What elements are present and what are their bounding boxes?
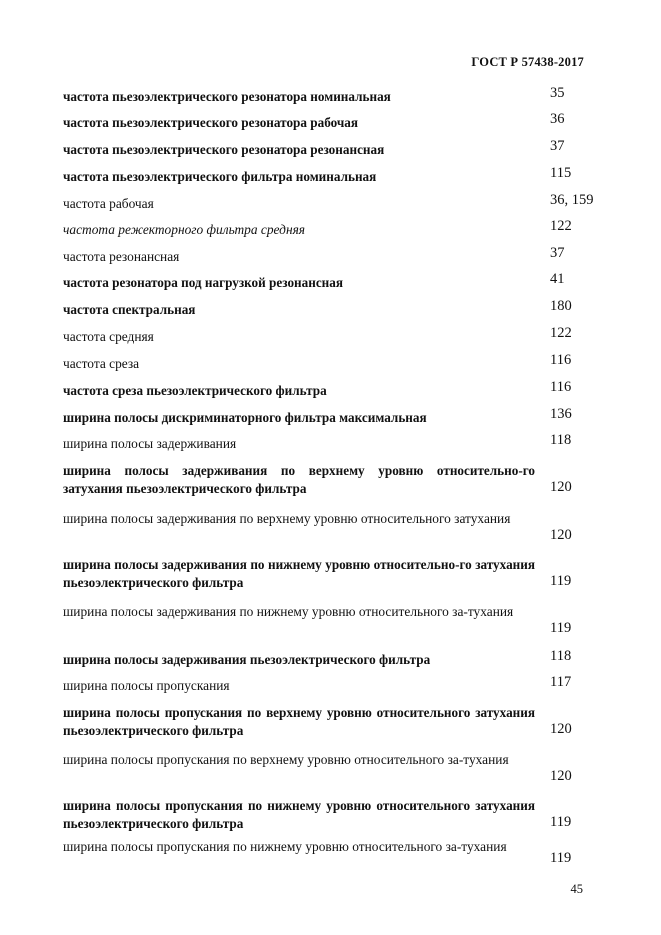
index-page-ref: 120: [550, 768, 572, 784]
index-term: ширина полосы задерживания по верхнему уровню относительного затухания: [63, 511, 511, 526]
index-page-ref: 37: [550, 138, 565, 154]
index-page-ref: 180: [550, 298, 572, 314]
index-term: частота среза: [63, 356, 140, 371]
index-term: ширина полосы пропускания по нижнему уровню относительного затухания пьезоэлектрического фильтра: [63, 798, 535, 831]
index-page-ref: 119: [550, 573, 572, 589]
document-header: ГОСТ Р 57438-2017: [471, 55, 584, 69]
index-page-ref: 116: [550, 352, 572, 368]
index-term: ширина полосы пропускания: [63, 678, 230, 693]
index-page-ref: 122: [550, 325, 572, 341]
page-number: 45: [570, 882, 583, 896]
index-page-ref: 118: [550, 432, 572, 448]
index-page-ref: 119: [550, 850, 572, 866]
index-term: частота спектральная: [63, 302, 196, 317]
index-page-ref: 119: [550, 814, 572, 830]
index-page-ref: 120: [550, 527, 572, 543]
index-page-ref: 120: [550, 721, 572, 737]
index-term: ширина полосы пропускания по верхнему уровню относительного за-тухания: [63, 752, 509, 767]
index-term: ширина полосы пропускания по верхнему уровню относительного затухания пьезоэлектрического фильтра: [63, 705, 535, 738]
index-term: частота пьезоэлектрического резонатора резонансная: [63, 142, 385, 157]
index-page-ref: 136: [550, 406, 572, 422]
index-term: ширина полосы задерживания по нижнему уровню относительного за-тухания: [63, 604, 514, 619]
index-term: частота пьезоэлектрического резонатора номинальная: [63, 89, 391, 104]
index-page-ref: 37: [550, 245, 565, 261]
index-term: частота режекторного фильтра средняя: [63, 222, 306, 237]
index-term: частота резонатора под нагрузкой резонансная: [63, 275, 344, 290]
index-page-ref: 36: [550, 111, 565, 127]
index-page-ref: 41: [550, 271, 565, 287]
index-term: частота пьезоэлектрического резонатора рабочая: [63, 115, 359, 130]
index-term: частота резонансная: [63, 249, 180, 264]
index-page-ref: 35: [550, 85, 565, 101]
index-term: ширина полосы дискриминаторного фильтра максимальная: [63, 410, 427, 425]
index-term: ширина полосы задерживания по нижнему уровню относительно-го затухания пьезоэлектрического фильтра: [63, 557, 535, 590]
index-page-ref: 117: [550, 674, 572, 690]
index-term: ширина полосы задерживания по верхнему уровню относительно-го затухания пьезоэлектрического фильтра: [63, 463, 535, 496]
index-term: частота рабочая: [63, 196, 154, 211]
index-term: ширина полосы задерживания пьезоэлектрического фильтра: [63, 652, 431, 667]
index-page-ref: 122: [550, 218, 572, 234]
index-page-ref: 118: [550, 648, 572, 664]
index-term: частота пьезоэлектрического фильтра номинальная: [63, 169, 377, 184]
index-page-ref: 120: [550, 479, 572, 495]
index-term: частота средняя: [63, 329, 154, 344]
index-term: ширина полосы задерживания: [63, 436, 237, 451]
index-page-ref: 119: [550, 620, 572, 636]
index-page-ref: 36, 159: [550, 192, 594, 208]
index-page-ref: 116: [550, 379, 572, 395]
index-term: частота среза пьезоэлектрического фильтра: [63, 383, 327, 398]
index-term: ширина полосы пропускания по нижнему уровню относительного за-тухания: [63, 839, 507, 854]
index-page-ref: 115: [550, 165, 572, 181]
